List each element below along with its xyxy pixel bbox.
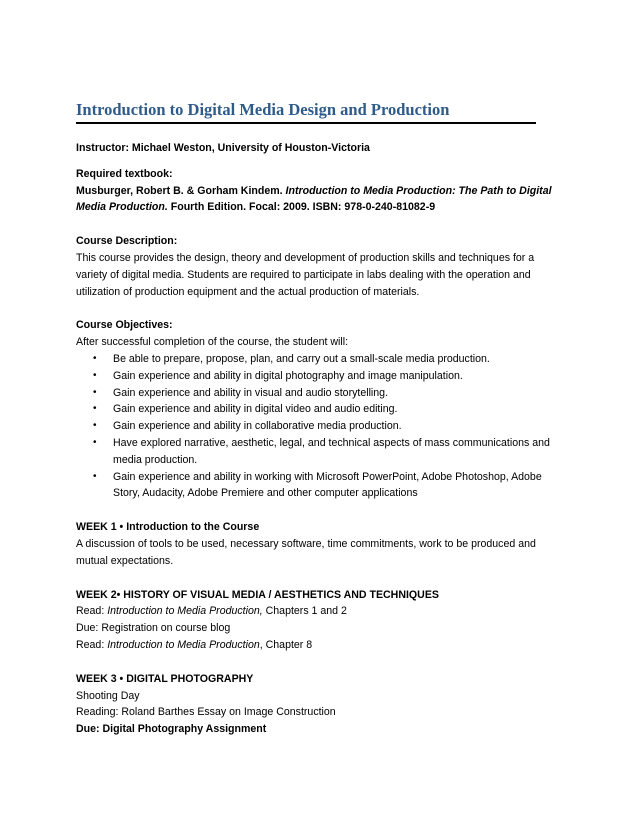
list-item [93,435,566,469]
bullet-icon: • [93,436,97,448]
week1-line: A discussion of tools to be used, necessary software, time commitments, work to be produced and [76,537,536,550]
week3-line: Shooting Day [76,689,140,702]
week2-read2 [76,637,566,654]
read-suffix: Chapters 1 and 2 [262,605,347,618]
objective-text: Be able to prepare, propose, plan, and carry out a small-scale media production. [113,352,490,365]
week1-line: mutual expectations. [76,554,174,567]
list-item [93,401,566,418]
read-prefix: Read: [76,605,108,618]
read-suffix: , Chapter 8 [259,638,313,651]
objective-text: Gain experience and ability in visual and audio storytelling. [113,386,389,399]
bullet-icon: • [93,403,97,415]
list-item [93,418,566,435]
list-item [93,469,566,503]
description-line: This course provides the design, theory and development of production skills and techniques for a [76,251,535,264]
bullet-icon: • [93,420,97,432]
objective-text: Gain experience and ability in working with Microsoft PowerPoint, Adobe Photoshop, Adobe Story, Audacity, Adobe Premiere and other computer applications [113,470,542,500]
list-item [93,385,566,402]
week2-read1 [76,603,566,620]
week3-heading: WEEK 3 • DIGITAL PHOTOGRAPHY [76,672,254,685]
bullet-icon: • [93,352,97,364]
textbook-heading: Required textbook: [76,167,173,180]
reading-title: Introduction to Media Production [107,638,260,651]
bullet-icon: • [93,369,97,381]
document-title: Introduction to Digital Media Design and Production [76,100,536,124]
list-item [93,368,566,385]
description-line: utilization of production equipment and the actual production of materials. [76,285,420,298]
week1-heading: WEEK 1 • Introduction to the Course [76,521,260,534]
list-item [93,351,566,368]
reading-title: Introduction to Media Production, [107,605,263,618]
objectives-intro: After successful completion of the course, the student will: [76,336,349,349]
textbook-citation [76,183,566,217]
objective-text: Gain experience and ability in collaborative media production. [113,420,402,433]
bullet-icon: • [93,386,97,398]
week3-due: Due: Digital Photography Assignment [76,723,267,736]
week3-line: Reading: Roland Barthes Essay on Image Construction [76,706,336,719]
description-heading: Course Description: [76,235,178,248]
objectives-list [76,351,566,502]
objectives-heading: Course Objectives: [76,319,173,332]
read-prefix: Read: [76,638,108,651]
instructor-line: Instructor: Michael Weston, University of Houston-Victoria [76,142,370,154]
textbook-details: Fourth Edition. Focal: 2009. ISBN: 978-0-240-81082-9 [167,201,436,214]
week2-due: Due: Registration on course blog [76,622,231,635]
objective-text: Gain experience and ability in digital video and audio editing. [113,403,398,416]
objective-text: Gain experience and ability in digital photography and image manipulation. [113,369,463,382]
textbook-authors: Musburger, Robert B. & Gorham Kindem. [76,184,286,197]
bullet-icon: • [93,470,97,482]
week2-heading: WEEK 2• HISTORY OF VISUAL MEDIA / AESTHETICS AND TECHNIQUES [76,588,439,601]
description-line: variety of digital media. Students are required to participate in labs dealing with the operation and [76,268,531,281]
textbook-title: Introduction to Media Production: The Path to Digital Media Production. [76,184,552,214]
objective-text: Have explored narrative, aesthetic, legal, and technical aspects of mass communications and media production. [113,436,550,466]
